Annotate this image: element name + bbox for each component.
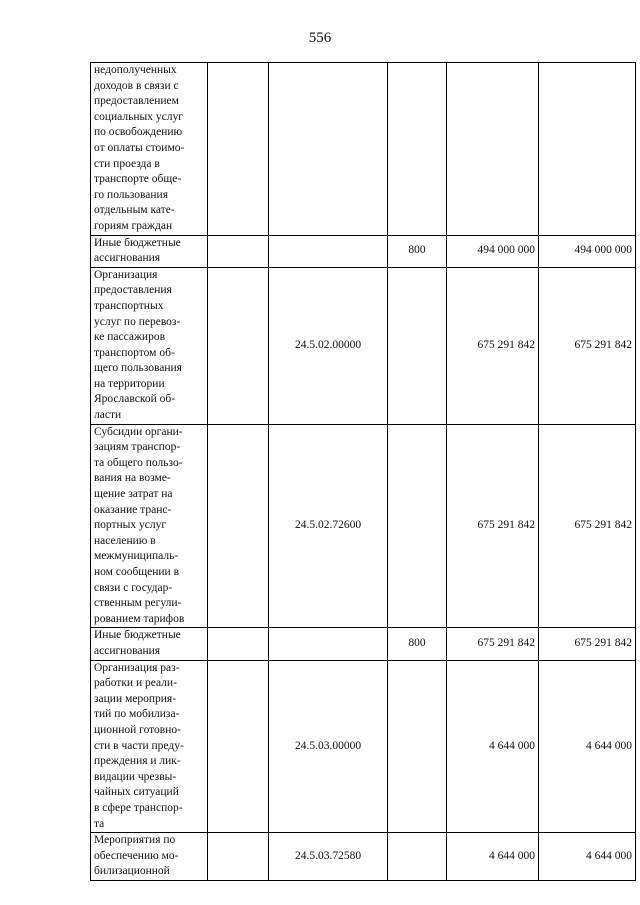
row-name-line: вания на возме- xyxy=(94,472,171,485)
row-name-line: тий по мобилиза- xyxy=(94,708,180,721)
row-expense-type-cell xyxy=(388,660,447,833)
table-row xyxy=(91,235,636,267)
row-code-cell: 24.5.03.00000 xyxy=(269,660,388,833)
row-name-line: Ярославской об- xyxy=(94,393,176,406)
row-name-line: межмуниципаль- xyxy=(94,550,179,563)
row-expense-type-cell xyxy=(388,63,447,236)
row-code-cell: 24.5.02.72600 xyxy=(269,424,388,628)
row-name-line: ственным регули- xyxy=(94,597,182,610)
row-name-line: ассигнования xyxy=(94,644,161,657)
row-name-line: в сфере транспор- xyxy=(94,801,183,814)
row-name-line: Субсидии органи- xyxy=(94,425,183,438)
row-name-line: преждения и лик- xyxy=(94,755,181,768)
row-name-cell xyxy=(91,833,208,881)
row-amount-1-cell: 675 291 842 xyxy=(447,424,539,628)
row-expense-type-cell: 800 xyxy=(388,628,447,660)
row-name-cell xyxy=(91,63,208,236)
row-code-cell xyxy=(269,628,388,660)
row-name-line: ционной готовно- xyxy=(94,723,181,736)
row-program-cell xyxy=(208,628,269,660)
row-name-line: транспортом об- xyxy=(94,346,175,359)
row-expense-type-cell xyxy=(388,267,447,424)
row-amount-2-cell: 494 000 000 xyxy=(539,235,636,267)
page-number: 556 xyxy=(308,30,332,46)
table-row xyxy=(91,267,636,424)
row-name-line: услуг по перевоз- xyxy=(94,315,181,328)
row-name-line: рованием тарифов xyxy=(94,612,185,625)
budget-table xyxy=(90,62,636,881)
row-program-cell xyxy=(208,267,269,424)
row-amount-1-cell: 675 291 842 xyxy=(447,628,539,660)
row-expense-type-cell xyxy=(388,424,447,628)
row-code-cell: 24.5.03.72580 xyxy=(269,833,388,881)
row-name-line: по освобождению xyxy=(94,126,183,139)
row-name-cell xyxy=(91,628,208,660)
row-name-line: транспорте обще- xyxy=(94,173,182,186)
table-row xyxy=(91,63,636,236)
table-row xyxy=(91,628,636,660)
row-name-line: предоставлением xyxy=(94,95,179,108)
row-name-cell xyxy=(91,660,208,833)
row-program-cell xyxy=(208,424,269,628)
row-name-line: ласти xyxy=(94,409,122,422)
row-name-line: отдельным кате- xyxy=(94,204,175,217)
row-program-cell xyxy=(208,235,269,267)
row-name-line: Мероприятия по xyxy=(94,834,176,847)
table-row xyxy=(91,660,636,833)
row-name-line: щего пользования xyxy=(94,362,182,375)
table-row xyxy=(91,833,636,881)
row-name-line: сти в части преду- xyxy=(94,739,184,752)
row-name-line: работки и реали- xyxy=(94,677,177,690)
row-amount-2-cell: 4 644 000 xyxy=(539,833,636,881)
row-name-line: зациям транспор- xyxy=(94,441,181,454)
row-name-line: связи с государ- xyxy=(94,581,173,594)
row-amount-1-cell: 675 291 842 xyxy=(447,267,539,424)
row-name-line: видации чрезвы- xyxy=(94,770,177,783)
row-expense-type-cell: 800 xyxy=(388,235,447,267)
row-code-cell xyxy=(269,63,388,236)
budget-table-body xyxy=(91,63,636,881)
row-name-line: социальных услуг xyxy=(94,110,183,123)
row-name-line: транспортных xyxy=(94,299,164,312)
row-name-line: Организация xyxy=(94,268,158,281)
row-program-cell xyxy=(208,660,269,833)
row-name-line: чайных ситуаций xyxy=(94,786,179,799)
row-name-line: предоставления xyxy=(94,284,172,297)
row-program-cell xyxy=(208,833,269,881)
row-program-cell xyxy=(208,63,269,236)
row-name-cell xyxy=(91,267,208,424)
row-name-line: обеспечению мо- xyxy=(94,849,179,862)
row-name-line: ке пассажиров xyxy=(94,331,166,344)
row-expense-type-cell xyxy=(388,833,447,881)
row-name-line: недополученных xyxy=(94,64,177,76)
row-code-cell xyxy=(269,235,388,267)
row-name-line: доходов в связи с xyxy=(94,79,179,92)
row-amount-1-cell: 494 000 000 xyxy=(447,235,539,267)
row-amount-1-cell: 4 644 000 xyxy=(447,833,539,881)
row-name-line: сти проезда в xyxy=(94,157,160,170)
row-name-line: населению в xyxy=(94,534,156,547)
row-name-line: портных услуг xyxy=(94,519,167,532)
row-name-line: зации мероприя- xyxy=(94,692,177,705)
row-name-line: ном сообщении в xyxy=(94,566,180,578)
row-name-line: на территории xyxy=(94,377,165,390)
row-amount-2-cell: 675 291 842 xyxy=(539,267,636,424)
row-name-cell xyxy=(91,424,208,628)
row-name-line: от оплаты стоимо- xyxy=(94,141,185,154)
row-name-line: билизационной xyxy=(94,865,170,878)
row-name-line: Иные бюджетные xyxy=(94,629,181,642)
row-name-cell xyxy=(91,235,208,267)
row-name-line: оказание транс- xyxy=(94,503,172,516)
row-name-line: та xyxy=(94,817,105,830)
row-amount-2-cell: 675 291 842 xyxy=(539,424,636,628)
row-name-line: щение затрат на xyxy=(94,488,173,501)
row-name-line: ассигнования xyxy=(94,252,161,265)
row-name-line: Организация раз- xyxy=(94,661,180,674)
row-amount-2-cell xyxy=(539,63,636,236)
row-amount-2-cell: 4 644 000 xyxy=(539,660,636,833)
row-amount-2-cell: 675 291 842 xyxy=(539,628,636,660)
row-name-line: Иные бюджетные xyxy=(94,236,181,249)
row-name-line: та общего пользо- xyxy=(94,456,183,469)
row-code-cell: 24.5.02.00000 xyxy=(269,267,388,424)
row-name-line: го пользования xyxy=(94,188,168,201)
row-amount-1-cell xyxy=(447,63,539,236)
row-amount-1-cell: 4 644 000 xyxy=(447,660,539,833)
row-name-line: гориям граждан xyxy=(94,219,173,232)
table-row xyxy=(91,424,636,628)
